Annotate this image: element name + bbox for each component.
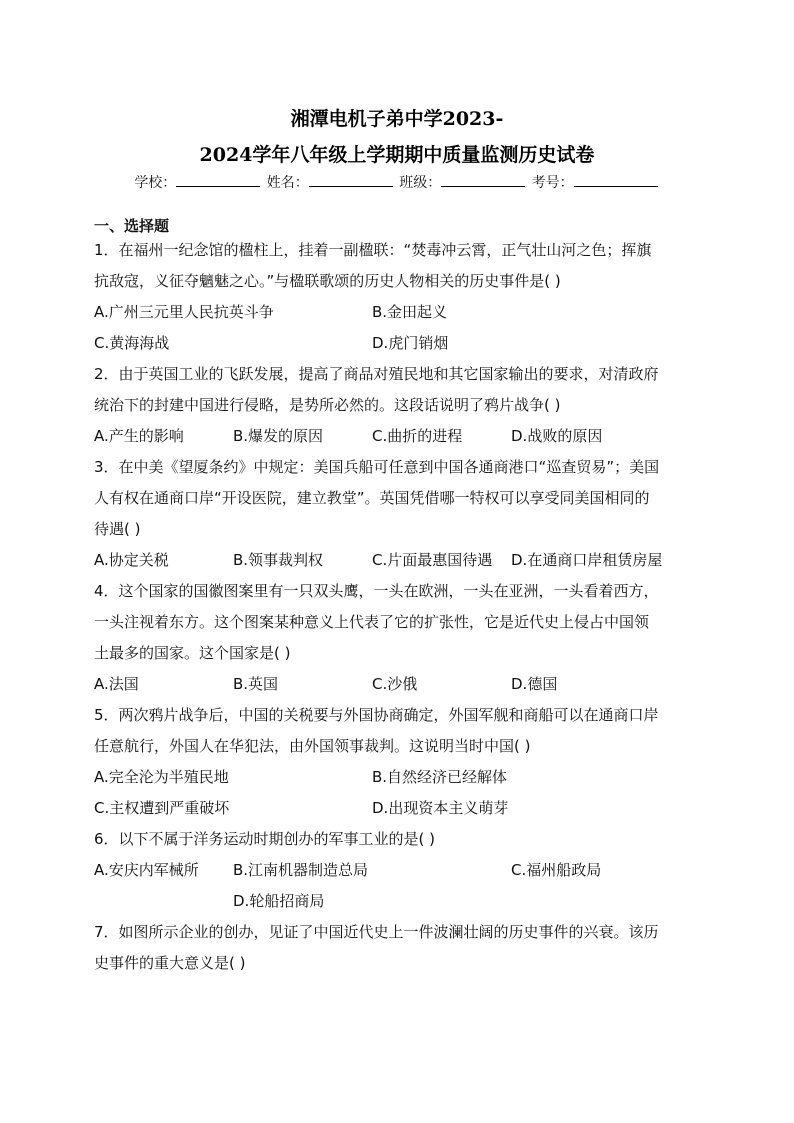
question-4-option-c: C.沙俄 (372, 675, 418, 693)
question-6-line-1: 6．以下不属于洋务运动时期创办的军事工业的是( ) (94, 830, 436, 848)
student-info-row (0, 172, 794, 192)
question-2-option-d: D.战败的原因 (511, 427, 603, 445)
exam-title-line1: 湘潭电机子弟中学2023- (290, 108, 504, 130)
question-1-line-2: 抗敌寇，义征夺魑魅之心。”与楹联歌颂的历史人物相关的历史事件是( ) (94, 272, 561, 290)
question-3-option-d: D.在通商口岸租赁房屋 (511, 551, 663, 569)
question-4-option-b: B.英国 (233, 675, 279, 693)
class-blank (441, 174, 525, 187)
question-1-option-b: B.金田起义 (372, 303, 448, 321)
question-4-option-d: D.德国 (511, 675, 558, 693)
class-label: 班级： (399, 175, 442, 191)
question-1-option-c: C.黄海海战 (94, 334, 170, 352)
question-2-option-a: A.产生的影响 (94, 427, 184, 445)
question-3-line-1: 3．在中美《望厦条约》中规定：美国兵船可任意到中国各通商港口“巡查贸易”；美国 (94, 458, 660, 476)
question-5-option-a: A.完全沦为半殖民地 (94, 768, 229, 786)
question-1-option-d: D.虎门销烟 (372, 334, 449, 352)
question-3-option-c: C.片面最惠国待遇 (372, 551, 493, 569)
question-2-line-1: 2．由于英国工业的飞跃发展，提高了商品对殖民地和其它国家输出的要求，对清政府 (94, 365, 659, 383)
question-3-option-a: A.协定关税 (94, 551, 169, 569)
question-1-line-1: 1．在福州一纪念馆的楹柱上，挂着一副楹联：“焚毒冲云霄，正气壮山河之色；挥旗 (94, 241, 652, 259)
question-3-option-b: B.领事裁判权 (233, 551, 324, 569)
question-5-line-1: 5．两次鸦片战争后，中国的关税要与外国协商确定，外国军舰和商船可以在通商口岸 (94, 706, 659, 724)
question-2-option-b: B.爆发的原因 (233, 427, 324, 445)
question-7-line-1: 7．如图所示企业的创办，见证了中国近代史上一件波澜壮阔的历史事件的兴衰。该历 (94, 923, 659, 941)
question-7-line-2: 史事件的重大意义是( ) (94, 954, 246, 972)
question-4-line-3: 土最多的国家。这个国家是( ) (94, 644, 291, 662)
question-5-option-c: C.主权遭到严重破坏 (94, 799, 230, 817)
question-4-line-1: 4．这个国家的国徽图案里有一只双头鹰，一头在欧洲，一头在亚洲，一头看着西方， (94, 582, 659, 600)
exam-number-label: 考号： (531, 175, 574, 191)
question-1-option-a: A.广州三元里人民抗英斗争 (94, 303, 274, 321)
question-3-line-2: 人有权在通商口岸“开设医院，建立教堂”。英国凭借哪一特权可以享受同美国相同的 (94, 489, 650, 507)
exam-title-line2: 2024学年八年级上学期期中质量监测历史试卷 (199, 144, 595, 166)
question-4-option-a: A.法国 (94, 675, 139, 693)
section-title: 一、选择题 (94, 217, 170, 235)
question-6-option-d: D.轮船招商局 (233, 892, 325, 910)
question-6-option-a: A.安庆内军械所 (94, 861, 199, 879)
question-3-line-3: 待遇( ) (94, 520, 141, 538)
question-2-line-2: 统治下的封建中国进行侵略，是势所必然的。这段话说明了鸦片战争( ) (94, 396, 561, 414)
question-5-option-b: B.自然经济已经解体 (372, 768, 508, 786)
school-blank (176, 174, 260, 187)
question-6-option-b: B.江南机器制造总局 (233, 861, 369, 879)
question-5-line-2: 任意航行，外国人在华犯法，由外国领事裁判。这说明当时中国( ) (94, 737, 531, 755)
name-blank (309, 174, 393, 187)
name-label: 姓名： (266, 175, 309, 191)
exam-number-blank (574, 174, 658, 187)
question-2-option-c: C.曲折的进程 (372, 427, 463, 445)
question-4-line-2: 一头注视着东方。这个图案某种意义上代表了它的扩张性，它是近代史上侵占中国领 (94, 613, 650, 631)
question-6-option-c: C.福州船政局 (511, 861, 602, 879)
school-label: 学校： (134, 175, 177, 191)
question-5-option-d: D.出现资本主义萌芽 (372, 799, 509, 817)
